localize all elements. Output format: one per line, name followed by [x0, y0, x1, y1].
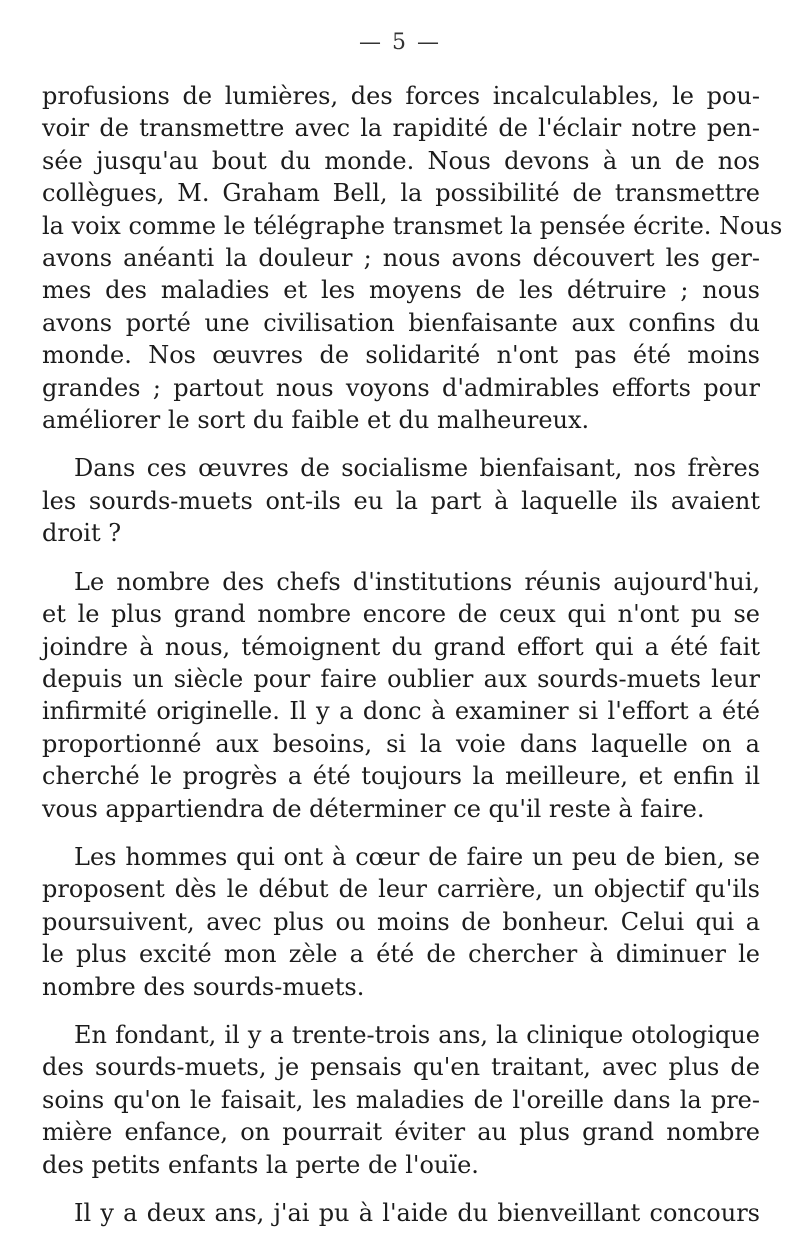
text-line: cherché le progrès a été toujours la meilleure, et enfin il: [42, 762, 760, 791]
paragraph-4: [42, 841, 760, 1003]
text-line: le plus excité mon zèle a été de chercher à diminuer le: [42, 940, 760, 969]
text-line: Il y a deux ans, j'ai pu à l'aide du bienveillant concours: [74, 1199, 760, 1227]
text-line: Le nombre des chefs d'institutions réunis aujourd'hui,: [74, 567, 760, 596]
text-line: la voix comme le télégraphe transmet la pensée écrite. Nous: [42, 211, 783, 240]
paragraph-1: [42, 80, 783, 436]
text-line: des petits enfants la perte de l'ouïe.: [42, 1150, 479, 1179]
text-line: soins qu'on le faisait, les maladies de l'oreille dans la pre-: [42, 1085, 760, 1114]
text-line: mes des maladies et les moyens de les détruire ; nous: [42, 276, 760, 305]
text-line: les sourds-muets ont-ils eu la part à laquelle ils avaient: [42, 486, 760, 515]
text-line: infirmité originelle. Il y a donc à examiner si l'effort a été: [42, 697, 760, 726]
page-number: — 5 —: [359, 30, 441, 55]
text-line: droit ?: [42, 519, 122, 548]
text-line: Dans ces œuvres de socialisme bienfaisant, nos frères: [74, 454, 760, 483]
text-line: et le plus grand nombre encore de ceux qui n'ont pu se: [42, 600, 760, 629]
paragraph-5: [42, 1019, 760, 1181]
text-line: des sourds-muets, je pensais qu'en traitant, avec plus de: [42, 1053, 760, 1082]
text-line: nombre des sourds-muets.: [42, 972, 365, 1001]
text-line: poursuivent, avec plus ou moins de bonheur. Celui qui a: [42, 907, 760, 936]
paragraph-3: [42, 566, 760, 825]
text-line: grandes ; partout nous voyons d'admirables efforts pour: [42, 373, 760, 402]
text-line: proposent dès le début de leur carrière, un objectif qu'ils: [42, 875, 760, 904]
text-line: collègues, M. Graham Bell, la possibilité de transmettre: [42, 179, 760, 208]
text-line: Les hommes qui ont à cœur de faire un peu de bien, se: [74, 842, 760, 871]
text-line: monde. Nos œuvres de solidarité n'ont pas été moins: [42, 341, 760, 370]
text-line: mière enfance, on pourrait éviter au plus grand nombre: [42, 1118, 760, 1147]
text-line: avons anéanti la douleur ; nous avons découvert les ger-: [42, 244, 760, 273]
paragraph-6: [42, 1197, 760, 1229]
text-line: depuis un siècle pour faire oublier aux sourds-muets leur: [42, 664, 760, 693]
text-line: sée jusqu'au bout du monde. Nous devons à un de nos: [42, 146, 760, 175]
text-line: améliorer le sort du faible et du malheureux.: [42, 406, 590, 435]
text-line: proportionné aux besoins, si la voie dans laquelle on a: [42, 729, 760, 758]
text-line: avons porté une civilisation bienfaisante aux confins du: [42, 308, 760, 337]
text-line: vous appartiendra de déterminer ce qu'il reste à faire.: [42, 794, 705, 823]
paragraph-2: [42, 452, 760, 549]
text-line: En fondant, il y a trente-trois ans, la clinique otologique: [74, 1020, 760, 1049]
text-line: joindre à nous, témoignent du grand effort qui a été fait: [42, 632, 760, 661]
body-text: [42, 80, 783, 1245]
text-line: profusions de lumières, des forces incalculables, le pou-: [42, 82, 760, 110]
text-line: voir de transmettre avec la rapidité de l'éclair notre pen-: [42, 114, 760, 143]
